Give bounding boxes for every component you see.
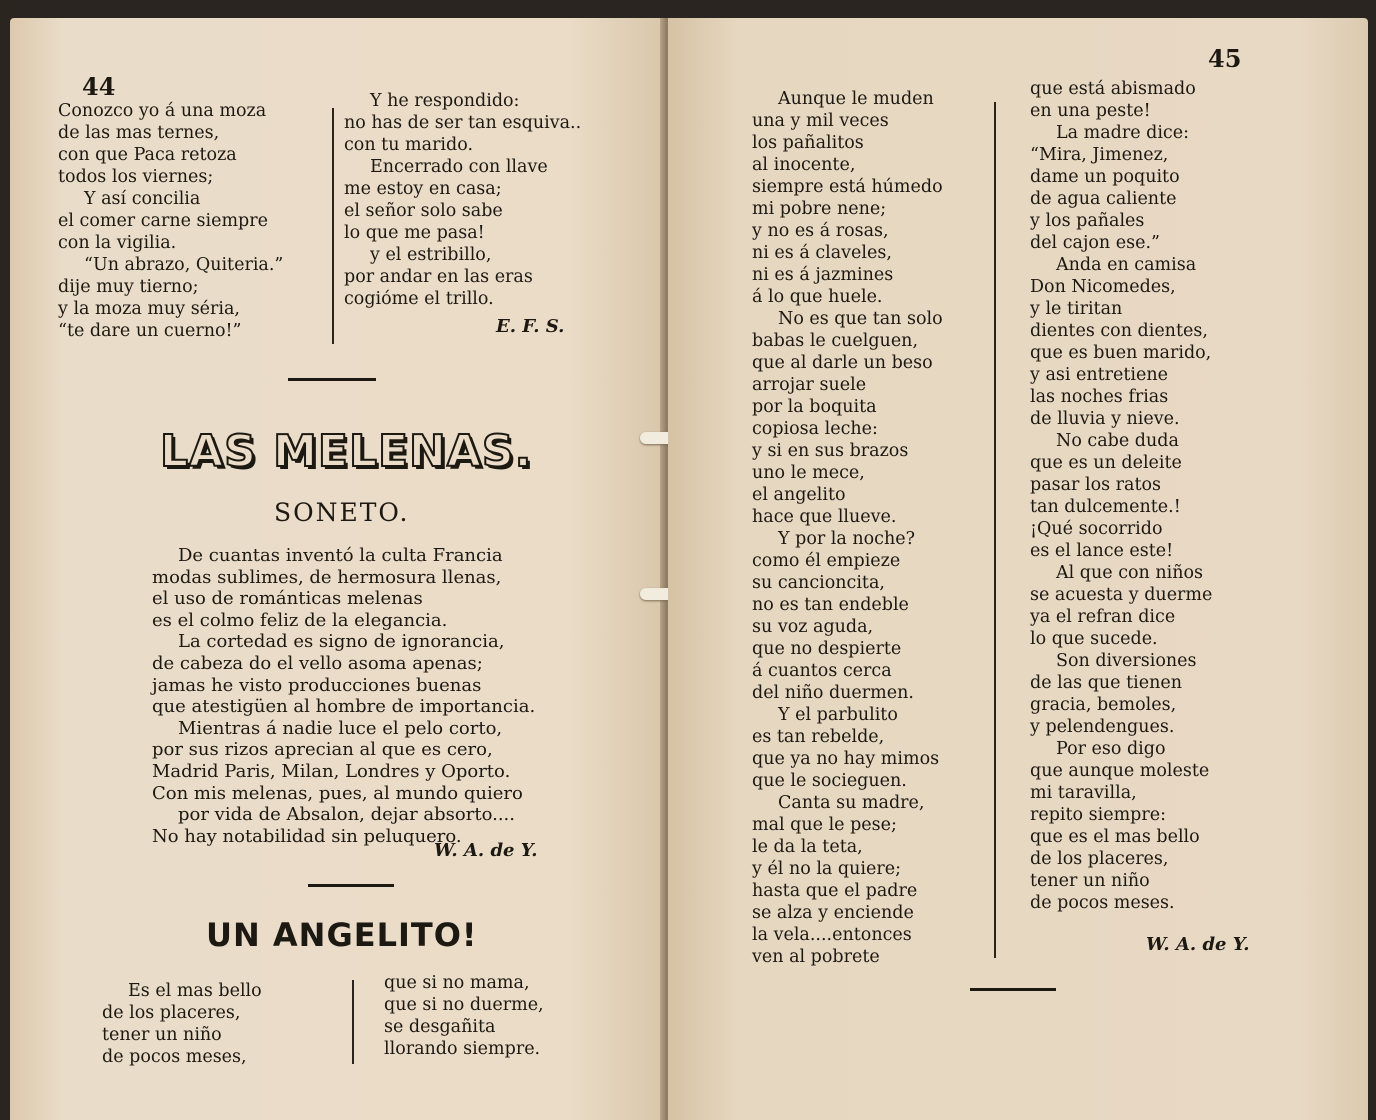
verse-line: es tan rebelde, [752,727,885,747]
verse-line: que ya no hay mimos [752,749,940,769]
verse-line: Al que con niños [1056,563,1204,583]
column-divider [332,108,334,344]
verse-line: de pocos meses. [1030,893,1175,913]
sonnet-body [152,545,535,847]
verse-line: hasta que el padre [752,881,918,901]
verse-line: Aunque le muden [778,89,934,109]
verse-line: una y mil veces [752,111,889,131]
verse-line: Encerrado con llave [370,157,548,177]
verse-line: ¡Qué socorrido [1030,519,1163,539]
verse-line: es el lance este! [1030,541,1174,561]
verse-line: jamas he visto producciones buenas [152,674,482,696]
verse-line: que si no duerme, [384,995,544,1015]
page-number-right: 45 [1208,44,1242,73]
verse-line: que al darle un beso [752,353,933,373]
verse-line: “te dare un cuerno!” [58,321,242,341]
poem1-signature: E. F. S. [496,316,565,337]
verse-line: el angelito [752,485,846,505]
verse-line: me estoy en casa; [344,179,502,199]
verse-line: no has de ser tan esquiva.. [344,113,582,133]
verse-line: no es tan endeble [752,595,909,615]
verse-line: de los placeres, [1030,849,1169,869]
verse-line: Don Nicomedes, [1030,277,1176,297]
verse-line: y le tiritan [1030,299,1123,319]
verse-line: Y así concilia [84,189,201,209]
verse-line: Es el mas bello [128,981,262,1001]
verse-line: y no es á rosas, [752,221,889,241]
verse-line: de lluvia y nieve. [1030,409,1180,429]
right-page [668,18,1368,1120]
verse-line: que es un deleite [1030,453,1182,473]
verse-line: No cabe duda [1056,431,1179,451]
verse-line: Con mis melenas, pues, al mundo quiero [152,782,523,804]
verse-line: ni es á jazmines [752,265,894,285]
verse-line: La madre dice: [1056,123,1189,143]
verse-line: que aunque moleste [1030,761,1210,781]
verse-line: No hay notabilidad sin peluquero. [152,825,462,847]
verse-line: todos los viernes; [58,167,214,187]
verse-line: dientes con dientes, [1030,321,1208,341]
verse-line: á lo que huele. [752,287,883,307]
verse-line: “Mira, Jimenez, [1030,145,1169,165]
verse-line: por andar en las eras [344,267,533,287]
poem1-column-1 [58,100,283,342]
verse-line: de agua caliente [1030,189,1177,209]
verse-line: con que Paca retoza [58,145,237,165]
verse-line: con la vigilia. [58,233,177,253]
verse-line: uno le mece, [752,463,865,483]
column-divider [994,102,996,958]
verse-line: Y por la noche? [778,529,915,549]
verse-line: del cajon ese.” [1030,233,1160,253]
verse-line: que está abismado [1030,79,1196,99]
verse-line: Conozco yo á una moza [58,101,267,121]
verse-line: tan dulcemente.! [1030,497,1181,517]
verse-line: y el estribillo, [370,245,492,265]
verse-line: repito siempre: [1030,805,1167,825]
verse-line: los pañalitos [752,133,864,153]
verse-line: de las mas ternes, [58,123,220,143]
verse-line: ni es á claveles, [752,243,892,263]
verse-line: mi pobre nene; [752,199,887,219]
verse-line: lo que me pasa! [344,223,485,243]
verse-line: con tu marido. [344,135,474,155]
verse-line: lo que sucede. [1030,629,1158,649]
verse-line: la vela....entonces [752,925,912,945]
verse-line: el uso de románticas melenas [152,588,423,610]
verse-line: Canta su madre, [778,793,925,813]
verse-line: su voz aguda, [752,617,874,637]
verse-line: mal que le pese; [752,815,897,835]
left-page [10,18,666,1120]
verse-line: y pelendengues. [1030,717,1175,737]
verse-line: que le socieguen. [752,771,907,791]
section-rule-2 [308,884,394,887]
verse-line: hace que llueve. [752,507,897,527]
verse-line: tener un niño [1030,871,1150,891]
poem2-column-1 [752,88,943,968]
verse-line: al inocente, [752,155,856,175]
verse-line: que atestigüen al hombre de importancia. [152,696,536,718]
verse-line: como él empieze [752,551,901,571]
verse-line: las noches frias [1030,387,1169,407]
verse-line: Anda en camisa [1056,255,1197,275]
verse-line: por vida de Absalon, dejar absorto.... [178,804,515,826]
verse-line: que es buen marido, [1030,343,1212,363]
verse-line: Y el parbulito [778,705,898,725]
verse-line: del niño duermen. [752,683,914,703]
verse-line: se acuesta y duerme [1030,585,1213,605]
verse-line: y asi entretiene [1030,365,1169,385]
verse-line: ya el refran dice [1030,607,1176,627]
verse-line: de las que tienen [1030,673,1182,693]
sonnet-title: LAS MELENAS. [160,426,533,477]
verse-line: ven al pobrete [752,947,880,967]
verse-line: dame un poquito [1030,167,1180,187]
verse-line: Madrid Paris, Milan, Londres y Oporto. [152,760,511,782]
section-rule [288,378,376,381]
verse-line: y él no la quiere; [752,859,901,879]
verse-line: su cancioncita, [752,573,885,593]
verse-line: de los placeres, [102,1003,241,1023]
verse-line: que si no mama, [384,973,530,993]
verse-line: modas sublimes, de hermosura llenas, [152,566,502,588]
verse-line: Y he respondido: [370,91,520,111]
verse-line: el comer carne siempre [58,211,268,231]
verse-line: pasar los ratos [1030,475,1162,495]
verse-line: de pocos meses, [102,1047,247,1067]
verse-line: en una peste! [1030,101,1151,121]
verse-line: por sus rizos aprecian al que es cero, [152,739,493,761]
verse-line: No es que tan solo [778,309,943,329]
verse-line: y los pañales [1030,211,1145,231]
verse-line: De cuantas inventó la culta Francia [178,545,503,566]
verse-line: Son diversiones [1056,651,1197,671]
verse-line: gracia, bemoles, [1030,695,1177,715]
poem2-column-2 [1030,78,1212,914]
verse-line: cogióme el trillo. [344,289,494,309]
poem1-column-2 [344,90,581,310]
verse-line: mi taravilla, [1030,783,1137,803]
verse-line: “Un abrazo, Quiteria.” [84,255,284,275]
verse-line: á cuantos cerca [752,661,892,681]
verse-line: que no despierte [752,639,902,659]
verse-line: arrojar suele [752,375,867,395]
verse-line: La cortedad es signo de ignorancia, [178,631,505,653]
verse-line: Mientras á nadie luce el pelo corto, [178,717,503,739]
verse-line: le da la teta, [752,837,863,857]
verse-line: tener un niño [102,1025,222,1045]
verse-line: por la boquita [752,397,877,417]
verse-line: copiosa leche: [752,419,878,439]
verse-line: dije muy tierno; [58,277,199,297]
verse-line: es el colmo feliz de la elegancia. [152,609,448,631]
verse-line: que es el mas bello [1030,827,1200,847]
verse-line: siempre está húmedo [752,177,943,197]
angelito-title: UN ANGELITO! [206,916,478,954]
verse-line: y la moza muy séria, [58,299,240,319]
angelito-column-2 [384,972,544,1060]
verse-line: se desgañita [384,1017,496,1037]
verse-line: y si en sus brazos [752,441,909,461]
verse-line: llorando siempre. [384,1039,541,1059]
verse-line: babas le cuelguen, [752,331,919,351]
verse-line: el señor solo sabe [344,201,503,221]
angelito-column-1 [102,980,262,1068]
verse-line: Por eso digo [1056,739,1166,759]
poem2-signature: W. A. de Y. [1146,934,1250,955]
verse-line: se alza y enciende [752,903,914,923]
sonnet-signature: W. A. de Y. [434,840,538,861]
sonnet-subtitle: SONETO. [274,498,410,527]
section-rule [970,988,1056,991]
angelito-divider [352,980,354,1064]
page-number-left: 44 [82,72,116,101]
verse-line: de cabeza do el vello asoma apenas; [152,652,483,674]
